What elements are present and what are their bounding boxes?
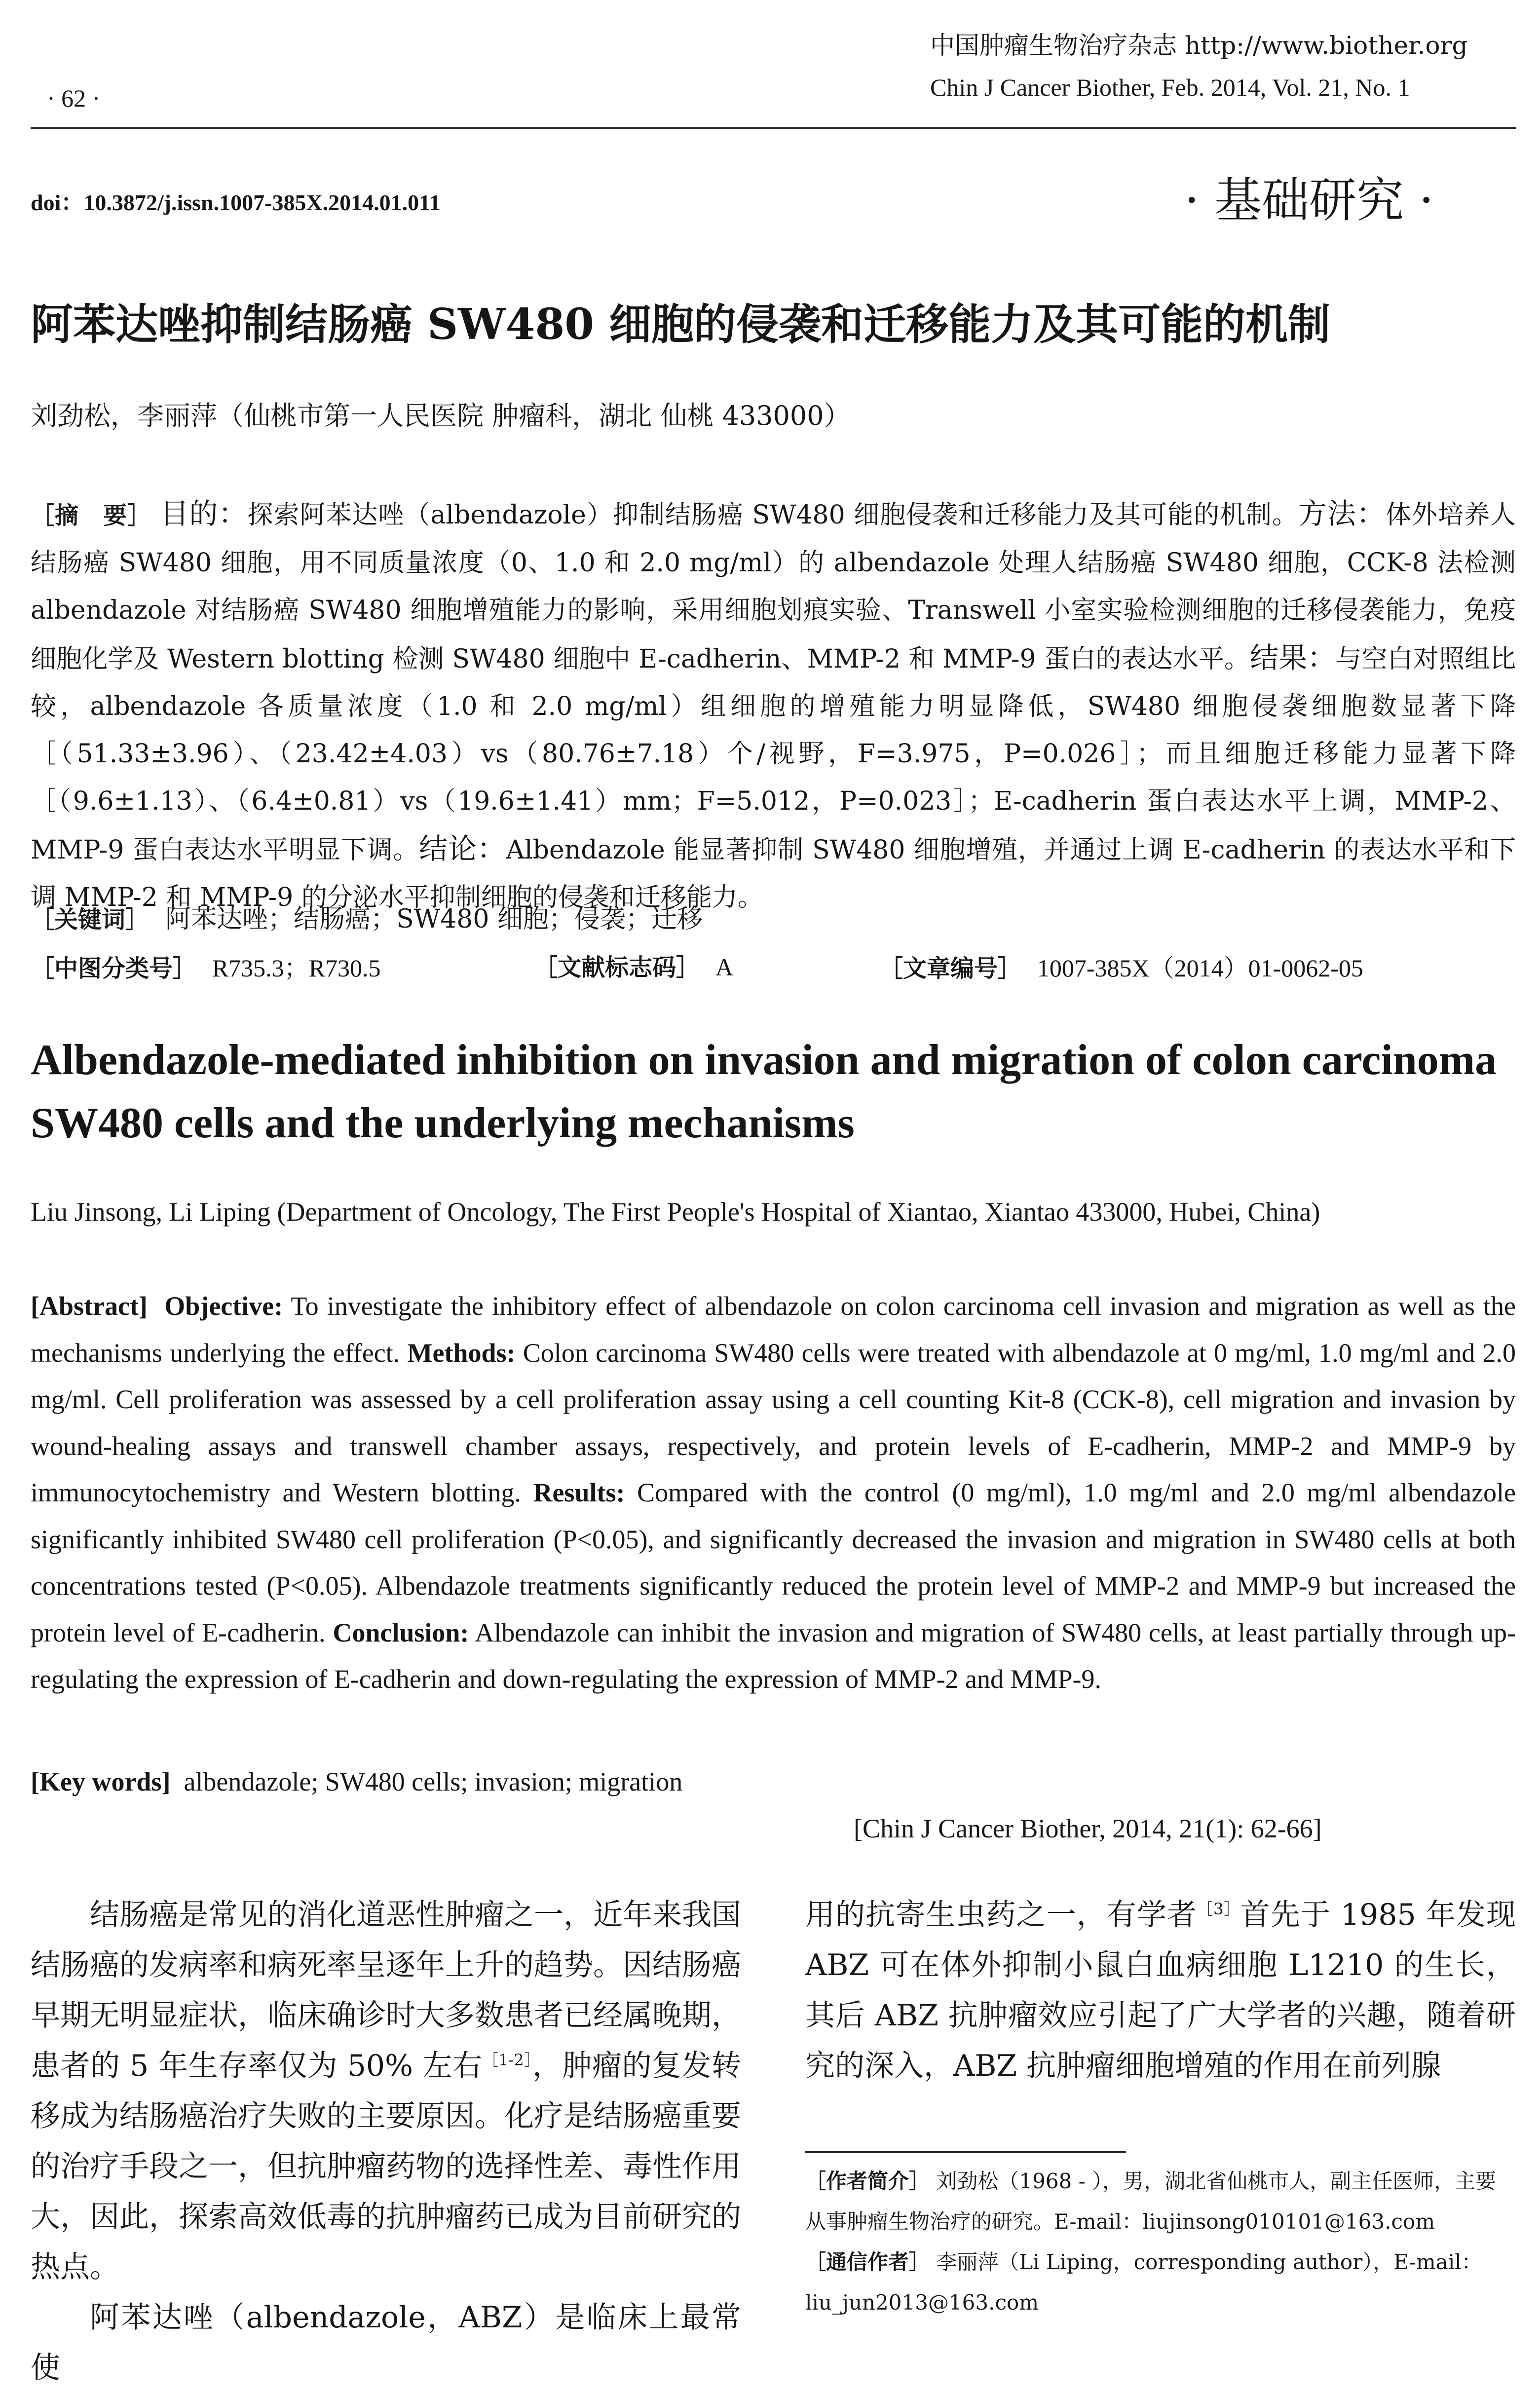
body-column-left [31, 1890, 741, 2393]
cn-classification-row [31, 948, 1516, 996]
article-number-value: 1007-385X（2014）01-0062-05 [1037, 954, 1363, 982]
en-methods: Colon carcinoma SW480 cells were treated with albendazole at 0 mg/ml, 1.0 mg/ml and 2.0 mg/ml. Cell proliferation was assessed by a cell proliferation assay using a cell counting Kit-8 (CCK-8), cell migration and invasion by wound-healing assays and transwell chamber assays, respectively, and protein levels of E-cadherin, MMP-2 and MMP-9 by immunocytochemistry and Western blotting. [31, 1338, 1516, 1507]
body-text: ，肿瘤的复发转移成为结肠癌治疗失败的主要原因。化疗是结肠癌重要的治疗手段之一，但抗肿瘤药物的选择性差、毒性作用大，因此，探索高效低毒的抗肿瘤药已成为目前研究的热点。 [31, 2049, 741, 2284]
cn-keywords [31, 898, 703, 935]
body-text: 首先于 1985 年发现 ABZ 可在体外抑制小鼠白血病细胞 L1210 的生长，其后 ABZ 抗肿瘤效应引起了广大学者的兴趣，随着研究的深入，ABZ 抗肿瘤细胞增殖的作用在前列腺 [805, 1898, 1516, 2083]
reference-marker[interactable]: ［1-2］ [482, 2051, 532, 2069]
footnote-rule [805, 2151, 1126, 2153]
en-conclusion: Albendazole can inhibit the invasion and migration of SW480 cells, at least partially through up-regulating the expression of E-cadherin and down-regulating the expression of MMP-2 and MMP-9. [31, 1617, 1516, 1694]
cn-abstract [31, 490, 1516, 921]
en-title: Albendazole-mediated inhibition on invasion and migration of colon carcinoma SW480 cells and the underlying mechanisms [31, 1036, 1497, 1147]
corresponding-author-note [805, 2242, 1516, 2323]
en-results-heading: Results: [533, 1478, 625, 1507]
clc-value: R735.3；R730.5 [212, 954, 381, 982]
cn-keywords-label: ［关键词］ [31, 906, 150, 934]
footnotes [805, 2161, 1516, 2323]
en-objective: To investigate the inhibitory effect of albendazole on colon carcinoma cell invasion and migration as well as the mechanisms underlying the effect. [31, 1291, 1516, 1368]
author-note-label: ［作者简介］ [805, 2169, 930, 2193]
cn-objective-heading: 目的： [160, 497, 248, 530]
clc-cell [31, 948, 381, 984]
cn-keywords-text: 阿苯达唑；结肠癌；SW480 细胞；侵袭；迁移 [165, 904, 703, 934]
corresponding-author-label: ［通信作者］ [805, 2250, 930, 2274]
cn-abstract-label: ［摘 要］ [31, 502, 151, 529]
en-authors: Liu Jinsong, Li Liping (Department of Oncology, The First People's Hospital of Xiantao, Xiantao 433000, Hubei, China) [31, 1197, 1320, 1227]
body-text: 用的抗寄生虫药之一，有学者 [805, 1898, 1198, 1932]
cn-methods: 体外培养人结肠癌 SW480 细胞，用不同质量浓度（0、1.0 和 2.0 mg/ml）的 albendazole 处理人结肠癌 SW480 细胞，CCK-8 法检测 albendazole 对结肠癌 SW480 细胞增殖能力的影响，采用细胞划痕实验、Transwell 小室实验检测细胞的迁移侵袭能力，免疫细胞化学及 Western blotting 检测 SW480 细胞中 E-cadherin、MMP-2 和 MMP-9 蛋白的表达水平。 [31, 500, 1516, 674]
body-paragraph [31, 2292, 741, 2393]
section-label: · 基础研究 · [1184, 173, 1434, 228]
citation: [Chin J Cancer Biother, 2014, 21(1): 62-66] [854, 1814, 1322, 1843]
en-objective-heading: Objective: [164, 1291, 283, 1321]
body-text: 结肠癌是常见的消化道恶性肿瘤之一，近年来我国结肠癌的发病率和病死率呈逐年上升的趋势。因结肠癌早期无明显症状，临床确诊时大多数患者已经属晚期，患者的 5 年生存率仅为 50% 左右 [31, 1898, 741, 2083]
en-methods-heading: Methods: [407, 1338, 516, 1368]
en-keywords-text: albendazole; SW480 cells; invasion; migration [184, 1767, 683, 1796]
cn-objective: 探索阿苯达唑（albendazole）抑制结肠癌 SW480 细胞侵袭和迁移能力及其可能的机制。 [247, 500, 1299, 530]
author-note-text: 刘劲松（1968 - ），男，湖北省仙桃市人，副主任医师，主要从事肿瘤生物治疗的研究。E-mail：liujinsong010101@163.com [805, 2169, 1497, 2234]
journal-header-en: Chin J Cancer Biother, Feb. 2014, Vol. 21, No. 1 [930, 74, 1410, 101]
cn-authors: 刘劲松，李丽萍（仙桃市第一人民医院 肿瘤科，湖北 仙桃 433000） [31, 400, 851, 431]
article-number-cell [879, 948, 1363, 984]
en-results: Compared with the control (0 mg/ml), 1.0 mg/ml and 2.0 mg/ml albendazole significantly inhibited SW480 cell proliferation (P<0.05), and significantly decreased the invasion and migration in SW480 cells at both concentrations tested (P<0.05). Albendazole treatments significantly reduced the protein level of MMP-2 and MMP-9 but increased the protein level of E-cadherin. [31, 1478, 1516, 1647]
journal-header-cn: 中国肿瘤生物治疗杂志 http://www.biother.org [930, 31, 1468, 60]
header-rule [31, 127, 1516, 129]
article-number-label: ［文章编号］ [879, 955, 1022, 982]
doc-code-cell [534, 948, 733, 982]
en-abstract-label: [Abstract] [31, 1291, 148, 1321]
body-column-right [805, 1890, 1516, 2091]
doi: doi：10.3872/j.issn.1007-385X.2014.01.011 [31, 190, 441, 215]
body-paragraph [31, 1890, 741, 2292]
doc-code-label: ［文献标志码］ [534, 954, 700, 981]
en-keywords-label: [Key words] [31, 1767, 171, 1796]
cn-results-heading: 结果： [1250, 641, 1336, 674]
cn-conclusion-heading: 结论： [419, 832, 506, 865]
en-keywords [31, 1766, 682, 1797]
doc-code-value: A [715, 953, 733, 981]
author-note [805, 2161, 1516, 2242]
body-text: 阿苯达唑（albendazole，ABZ）是临床上最常使 [31, 2300, 741, 2385]
cn-methods-heading: 方法： [1298, 497, 1386, 530]
body-paragraph [805, 1890, 1516, 2091]
cn-title: 阿苯达唑抑制结肠癌 SW480 细胞的侵袭和迁移能力及其可能的机制 [31, 299, 1331, 349]
cn-results: 与空白对照组比较，albendazole 各质量浓度（1.0 和 2.0 mg/ml）组细胞的增殖能力明显降低，SW480 细胞侵袭细胞数显著下降［（51.33±3.96）、（23.42±4.03）vs（80.76±7.18）个/视野，F=3.975，P=0.026］；而且细胞迁移能力显著下降［（9.6±1.13）、（6.4±0.81）vs（19.6±1.41）mm；F=5.012，P=0.023］；E-cadherin 蛋白表达水平上调，MMP-2、MMP-9 蛋白表达水平明显下调。 [31, 644, 1516, 865]
corresponding-author-text: 李丽萍（Li Liping，corresponding author），E-mail：liu_jun2013@163.com [805, 2250, 1482, 2315]
cn-conclusion: Albendazole 能显著抑制 SW480 细胞增殖，并通过上调 E-cadherin 的表达水平和下调 MMP-2 和 MMP-9 的分泌水平抑制细胞的侵袭和迁移能力。 [31, 835, 1516, 912]
en-abstract [31, 1283, 1516, 1703]
en-conclusion-heading: Conclusion: [333, 1617, 469, 1647]
page-number: · 62 · [47, 84, 101, 112]
clc-label: ［中图分类号］ [31, 955, 197, 982]
reference-marker[interactable]: ［3］ [1197, 1900, 1240, 1918]
